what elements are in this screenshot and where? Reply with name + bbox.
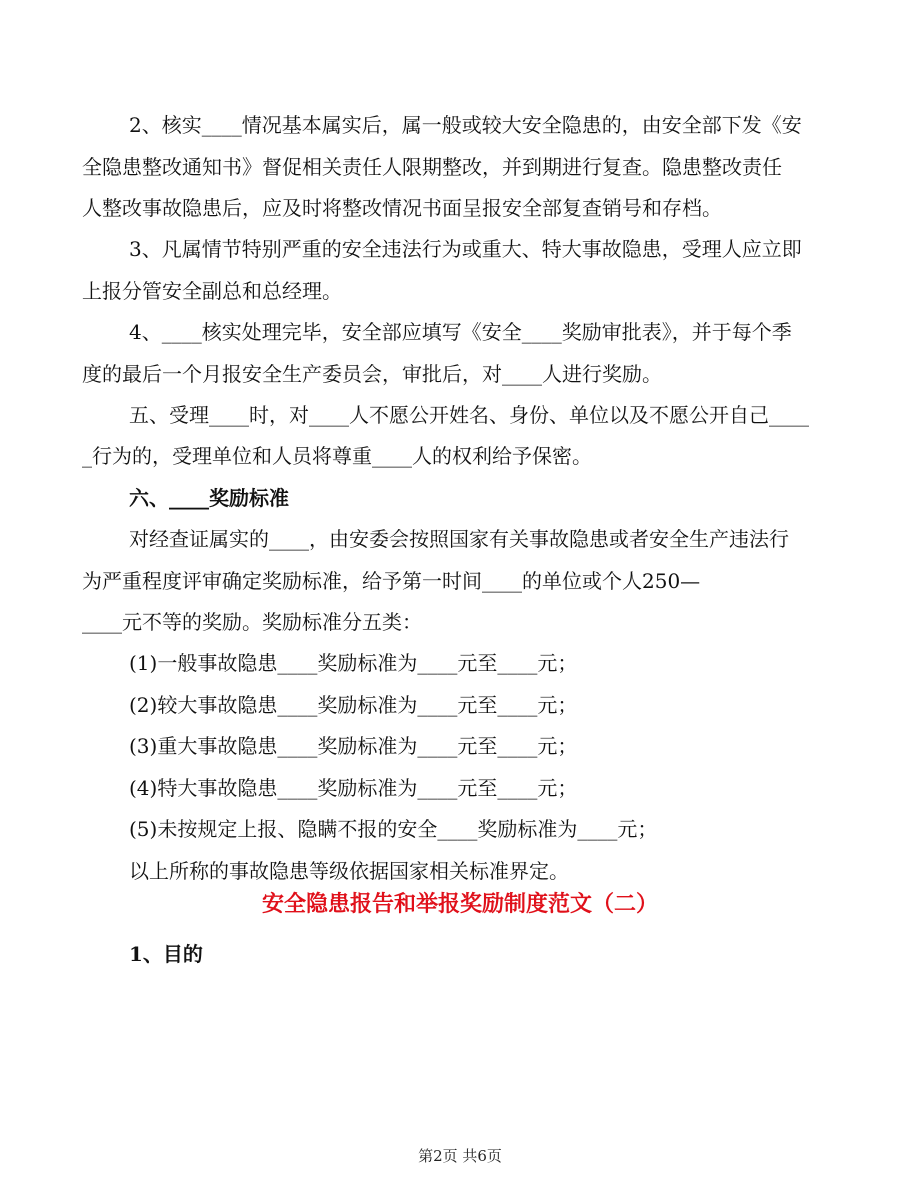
para-6-line-1: 对经查证属实的____，由安委会按照国家有关事故隐患或者安全生产违法行 [129, 527, 789, 551]
section-6-heading: 六、____奖励标准 [129, 486, 289, 510]
para-2-line-3: 人整改事故隐患后，应及时将整改情况书面呈报安全部复查销号和存档。 [82, 196, 722, 220]
para-5-line-2: _行为的，受理单位和人员将尊重____人的权利给予保密。 [82, 444, 592, 468]
para-4-line-2: 度的最后一个月报安全生产委员会，审批后，对____人进行奖励。 [82, 362, 662, 386]
para-4-line-1: 4、____核实处理完毕，安全部应填写《安全____奖励审批表》，并于每个季 [129, 320, 792, 344]
para-2-line-2: 全隐患整改通知书》督促相关责任人限期整改，并到期进行复查。隐患整改责任 [82, 155, 782, 179]
section-heading-purpose: 1、目的 [129, 942, 203, 966]
reward-item: (1)一般事故隐患____奖励标准为____元至____元； [129, 651, 578, 675]
reward-item: (3)重大事故隐患____奖励标准为____元至____元； [129, 734, 578, 758]
para-6-line-2: 为严重程度评审确定奖励标准，给予第一时间____的单位或个人250— [82, 569, 701, 593]
page-footer: 第2页 共6页 [418, 1147, 502, 1165]
para-2-line-1: 2、核实____情况基本属实后，属一般或较大安全隐患的，由安全部下发《安 [129, 113, 802, 137]
section-title: 安全隐患报告和举报奖励制度范文（二） [261, 891, 658, 917]
reward-item: (2)较大事故隐患____奖励标准为____元至____元； [129, 693, 578, 717]
para-3-line-1: 3、凡属情节特别严重的安全违法行为或重大、特大事故隐患，受理人应立即 [129, 237, 802, 261]
para-3-line-2: 上报分管安全副总和总经理。 [82, 279, 342, 303]
para-5-line-1: 五、受理____时，对____人不愿公开姓名、身份、单位以及不愿公开自己____ [129, 403, 809, 427]
reward-item: (4)特大事故隐患____奖励标准为____元至____元； [129, 776, 578, 800]
reward-item: (5)未按规定上报、隐瞒不报的安全____奖励标准为____元； [129, 817, 658, 841]
para-6-line-3: ____元不等的奖励。奖励标准分五类： [82, 610, 422, 634]
closing-line: 以上所称的事故隐患等级依据国家相关标准界定。 [129, 859, 569, 883]
